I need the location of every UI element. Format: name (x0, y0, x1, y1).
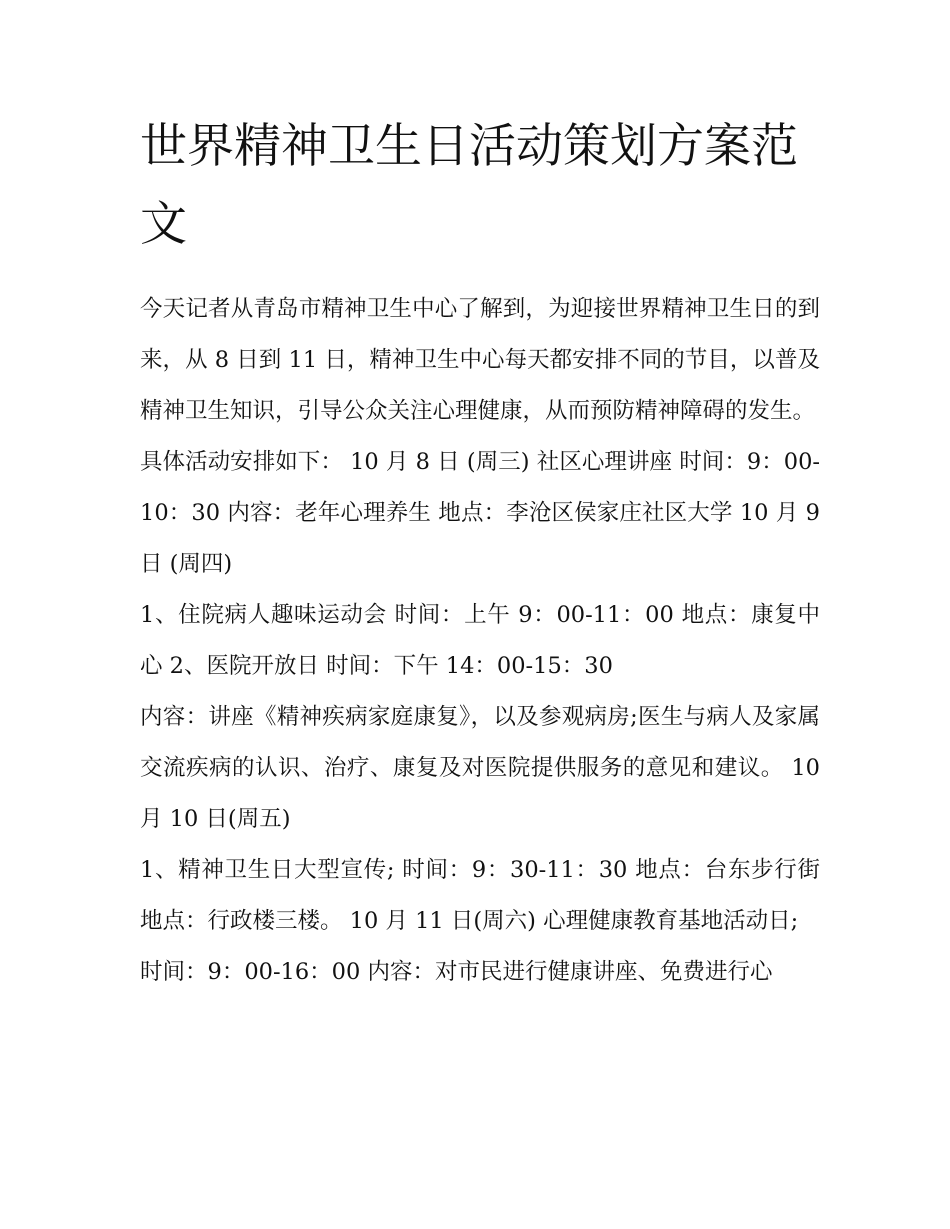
paragraph-schedule-oct8: 具体活动安排如下： 10 月 8 日 (周三) 社区心理讲座 时间：9：00-10：30 内容：老年心理养生 地点：李沧区侯家庄社区大学 10 月 9 日 (周四) (140, 449, 820, 577)
paragraph-oct9-items: 1、住院病人趣味运动会 时间：上午 9：00-11：00 地点：康复中心 2、医院开放日 时间：下午 14：00-15：30 (140, 602, 820, 679)
paragraph-oct11-content: 时间：9：00-16：00 内容：对市民进行健康讲座、免费进行心 (140, 959, 773, 985)
paragraph-intro: 今天记者从青岛市精神卫生中心了解到，为迎接世界精神卫生日的到来，从 8 日到 11 日，精神卫生中心每天都安排不同的节目，以普及精神卫生知识，引导公众关注心理健康，从而预防精神障碍的发生。 (140, 296, 820, 424)
paragraph-oct9-content: 内容：讲座《精神疾病家庭康复》，以及参观病房;医生与病人及家属交流疾病的认识、治疗、康复及对医院提供服务的意见和建议。 10 月 10 日(周五) (140, 704, 820, 832)
document-title: 世界精神卫生日活动策划方案范文 (140, 119, 798, 252)
document-body (140, 284, 820, 998)
paragraph-oct10-items: 1、精神卫生日大型宣传; 时间：9：30-11：30 地点：台东步行街 地点：行政楼三楼。 10 月 11 日(周六) 心理健康教育基地活动日; (140, 857, 820, 934)
document-page (140, 108, 820, 998)
